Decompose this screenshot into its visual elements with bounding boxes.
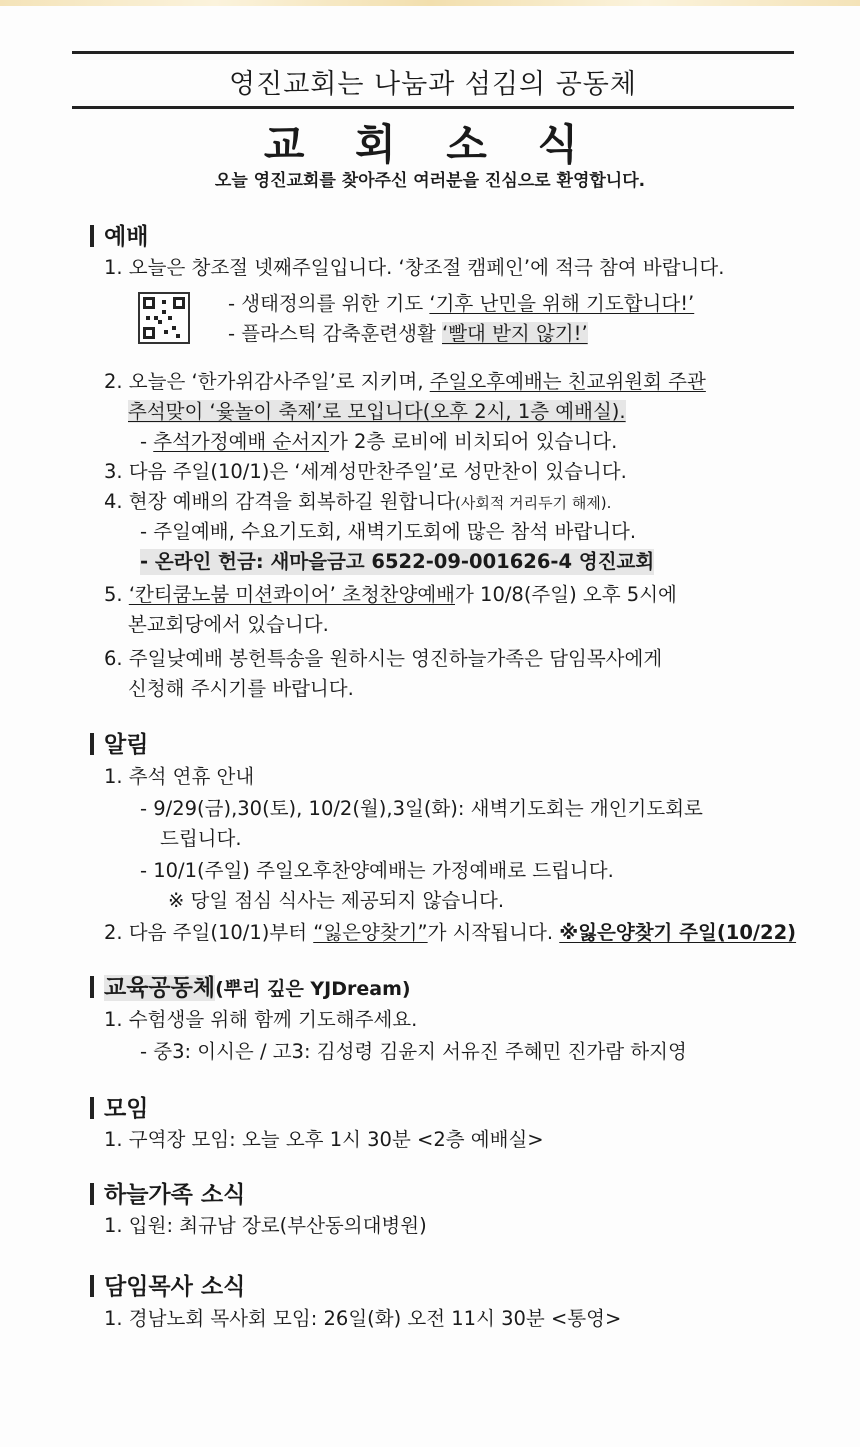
notice-item-1a-cont: 드립니다. — [160, 827, 242, 850]
worship-item-6-cont: 신청해 주시기를 바랍니다. — [128, 677, 354, 700]
worship-item-4: 4. 현장 예배의 감격을 회복하길 원합니다(사회적 거리두기 해제). — [104, 490, 612, 513]
worship-item-1a: - 생태정의를 위한 기도 ‘기후 난민을 위해 기도합니다!’ — [228, 292, 695, 315]
worship-item-4a: - 주일예배, 수요기도회, 새벽기도회에 많은 참석 바랍니다. — [140, 520, 637, 543]
church-motto: 영진교회는 나눔과 섬김의 공동체 — [229, 69, 637, 100]
section-heading-education: 교육공동체(뿌리 깊은 YJDream) — [90, 969, 411, 1002]
notice-item-1b: - 10/1(주일) 주일오후찬양예배는 가정예배로 드립니다. — [140, 859, 614, 882]
notice-item-2: 2. 다음 주일(10/1)부터 “잃은양찾기”가 시작됩니다. ※잃은양찾기 주일(10/22) — [104, 921, 797, 944]
worship-item-6: 6. 주일낮예배 봉헌특송을 원하시는 영진하늘가족은 담임목사에게 — [104, 647, 663, 670]
motto-rule — [72, 106, 794, 109]
section-heading-meeting: 모임 — [90, 1090, 148, 1123]
section-heading-pastor: 담임목사 소식 — [90, 1268, 245, 1301]
worship-item-1: 1. 오늘은 창조절 넷째주일입니다. ‘창조절 캠페인’에 적극 참여 바랍니다. — [104, 256, 725, 279]
notice-item-1a: - 9/29(금),30(토), 10/2(월),3일(화): 새벽기도회는 개인기도회로 — [140, 797, 703, 820]
worship-item-3: 3. 다음 주일(10/1)은 ‘세계성만찬주일’로 성만찬이 있습니다. — [104, 460, 627, 483]
worship-item-1b: - 플라스틱 감축훈련생활 ‘빨대 받지 않기!’ — [228, 322, 588, 345]
section-heading-family: 하늘가족 소식 — [90, 1176, 245, 1209]
top-rule — [72, 51, 794, 54]
pastor-item-1: 1. 경남노회 목사회 모임: 26일(화) 오전 11시 30분 <통영> — [104, 1307, 622, 1330]
page-title: 교 회 소 식 — [263, 120, 597, 169]
education-item-1: 1. 수험생을 위해 함께 기도해주세요. — [104, 1008, 418, 1031]
qr-code-icon[interactable] — [138, 292, 190, 344]
notice-item-1: 1. 추석 연휴 안내 — [104, 765, 255, 788]
worship-item-2: 2. 오늘은 ‘한가위감사주일’로 지키며, 주일오후예배는 친교위원회 주관 — [104, 370, 706, 393]
online-offering-account: - 온라인 헌금: 새마을금고 6522-09-001626-4 영진교회 — [140, 550, 655, 573]
worship-item-5: 5. ‘칸티쿰노붐 미션콰이어’ 초청찬양예배가 10/8(주일) 오후 5시에 — [104, 583, 677, 606]
meeting-item-1: 1. 구역장 모임: 오늘 오후 1시 30분 <2층 예배실> — [104, 1128, 544, 1151]
section-heading-notice: 알림 — [90, 726, 148, 759]
welcome-text: 오늘 영진교회를 찾아주신 여러분을 진심으로 환영합니다. — [214, 171, 646, 191]
worship-item-2-cont: 추석맞이 ‘윷놀이 축제’로 모입니다(오후 2시, 1층 예배실). — [128, 400, 626, 423]
family-item-1: 1. 입원: 최규남 장로(부산동의대병원) — [104, 1214, 427, 1237]
worship-item-5-cont: 본교회당에서 있습니다. — [128, 613, 329, 636]
section-heading-worship: 예배 — [90, 218, 148, 251]
education-item-1a: - 중3: 이시은 / 고3: 김성령 김윤지 서유진 주혜민 진가람 하지영 — [140, 1040, 687, 1063]
worship-item-2a: - 추석가정예배 순서지가 2층 로비에 비치되어 있습니다. — [140, 430, 618, 453]
top-decoration-stripe — [0, 0, 860, 6]
notice-item-1c: ※ 당일 점심 식사는 제공되지 않습니다. — [168, 889, 505, 912]
